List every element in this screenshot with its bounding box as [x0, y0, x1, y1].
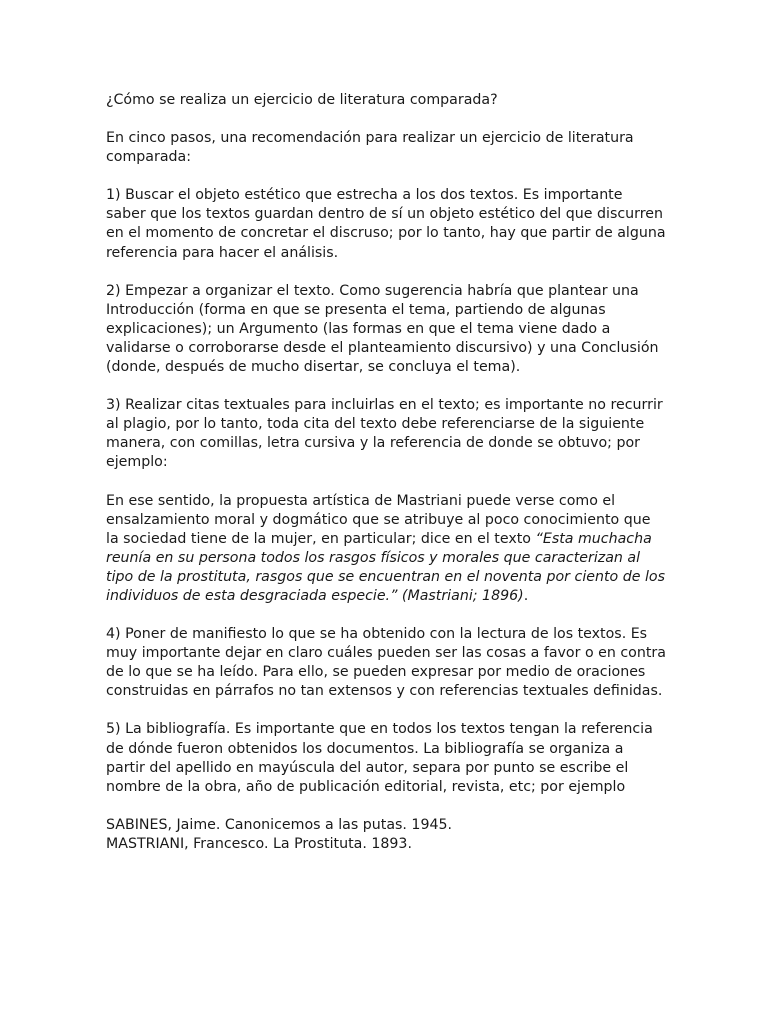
step-2-paragraph: 2) Empezar a organizar el texto. Como sugerencia habría que plantear una Introducción (forma en que se presenta el tema, partiendo de algunas explicaciones); un Argumento (las formas en que el tema viene dado a validarse o corroborarse desde el planteamiento discursivo) y una Conclusión (donde, después de mucho disertar, se concluya el tema). [106, 282, 659, 376]
example-paragraph [106, 492, 666, 607]
step-5-paragraph: 5) La bibliografía. Es importante que en todos los textos tengan la referencia de dónde fueron obtenidos los documentos. La bibliografía se organiza a partir del apellido en mayúscula del autor, separa por punto se escribe el nombre de la obra, año de publicación editorial, revista, etc; por ejemplo [106, 721, 653, 795]
example-lead-text: En ese sentido, la propuesta artística de Mastriani puede verse como el ensalzamiento moral y dogmático que se atribuye al poco conocimiento que la sociedad tiene de la mujer, en particular; dice en el texto [106, 492, 651, 547]
example-tail: . [523, 587, 529, 604]
bibliography-entry: MASTRIANI, Francesco. La Prostituta. 1893. [106, 835, 412, 852]
document-body [106, 91, 666, 854]
bibliography-entry: SABINES, Jaime. Canonicemos a las putas. 1945. [106, 816, 453, 833]
document-title: ¿Cómo se realiza un ejercicio de literatura comparada? [106, 92, 498, 108]
intro-paragraph: En cinco pasos, una recomendación para realizar un ejercicio de literatura comparada: [106, 130, 634, 166]
step-4-paragraph: 4) Poner de manifiesto lo que se ha obtenido con la lectura de los textos. Es muy importante dejar en claro cuáles pueden ser las cosas a favor o en contra de lo que se ha leído. Para ello, se pueden expresar por medio de oraciones construidas en párrafos no tan extensos y con referencias textuales definidas. [106, 626, 666, 700]
example-quote: “Esta muchacha reunía en su persona todos los rasgos físicos y morales que caracterizan al tipo de la prostituta, rasgos que se encuentran en el noventa por ciento de los individuos de esta desgraciada especie.” (Mastriani; 1896) [106, 530, 665, 604]
step-1-paragraph: 1) Buscar el objeto estético que estrecha a los dos textos. Es importante saber que los textos guardan dentro de sí un objeto estético del que discurren en el momento de concretar el discruso; por lo tanto, hay que partir de alguna referencia para hacer el análisis. [106, 187, 666, 261]
step-3-paragraph: 3) Realizar citas textuales para incluirlas en el texto; es importante no recurrir al plagio, por lo tanto, toda cita del texto debe referenciarse de la siguiente manera, con comillas, letra cursiva y la referencia de donde se obtuvo; por ejemplo: [106, 397, 663, 471]
